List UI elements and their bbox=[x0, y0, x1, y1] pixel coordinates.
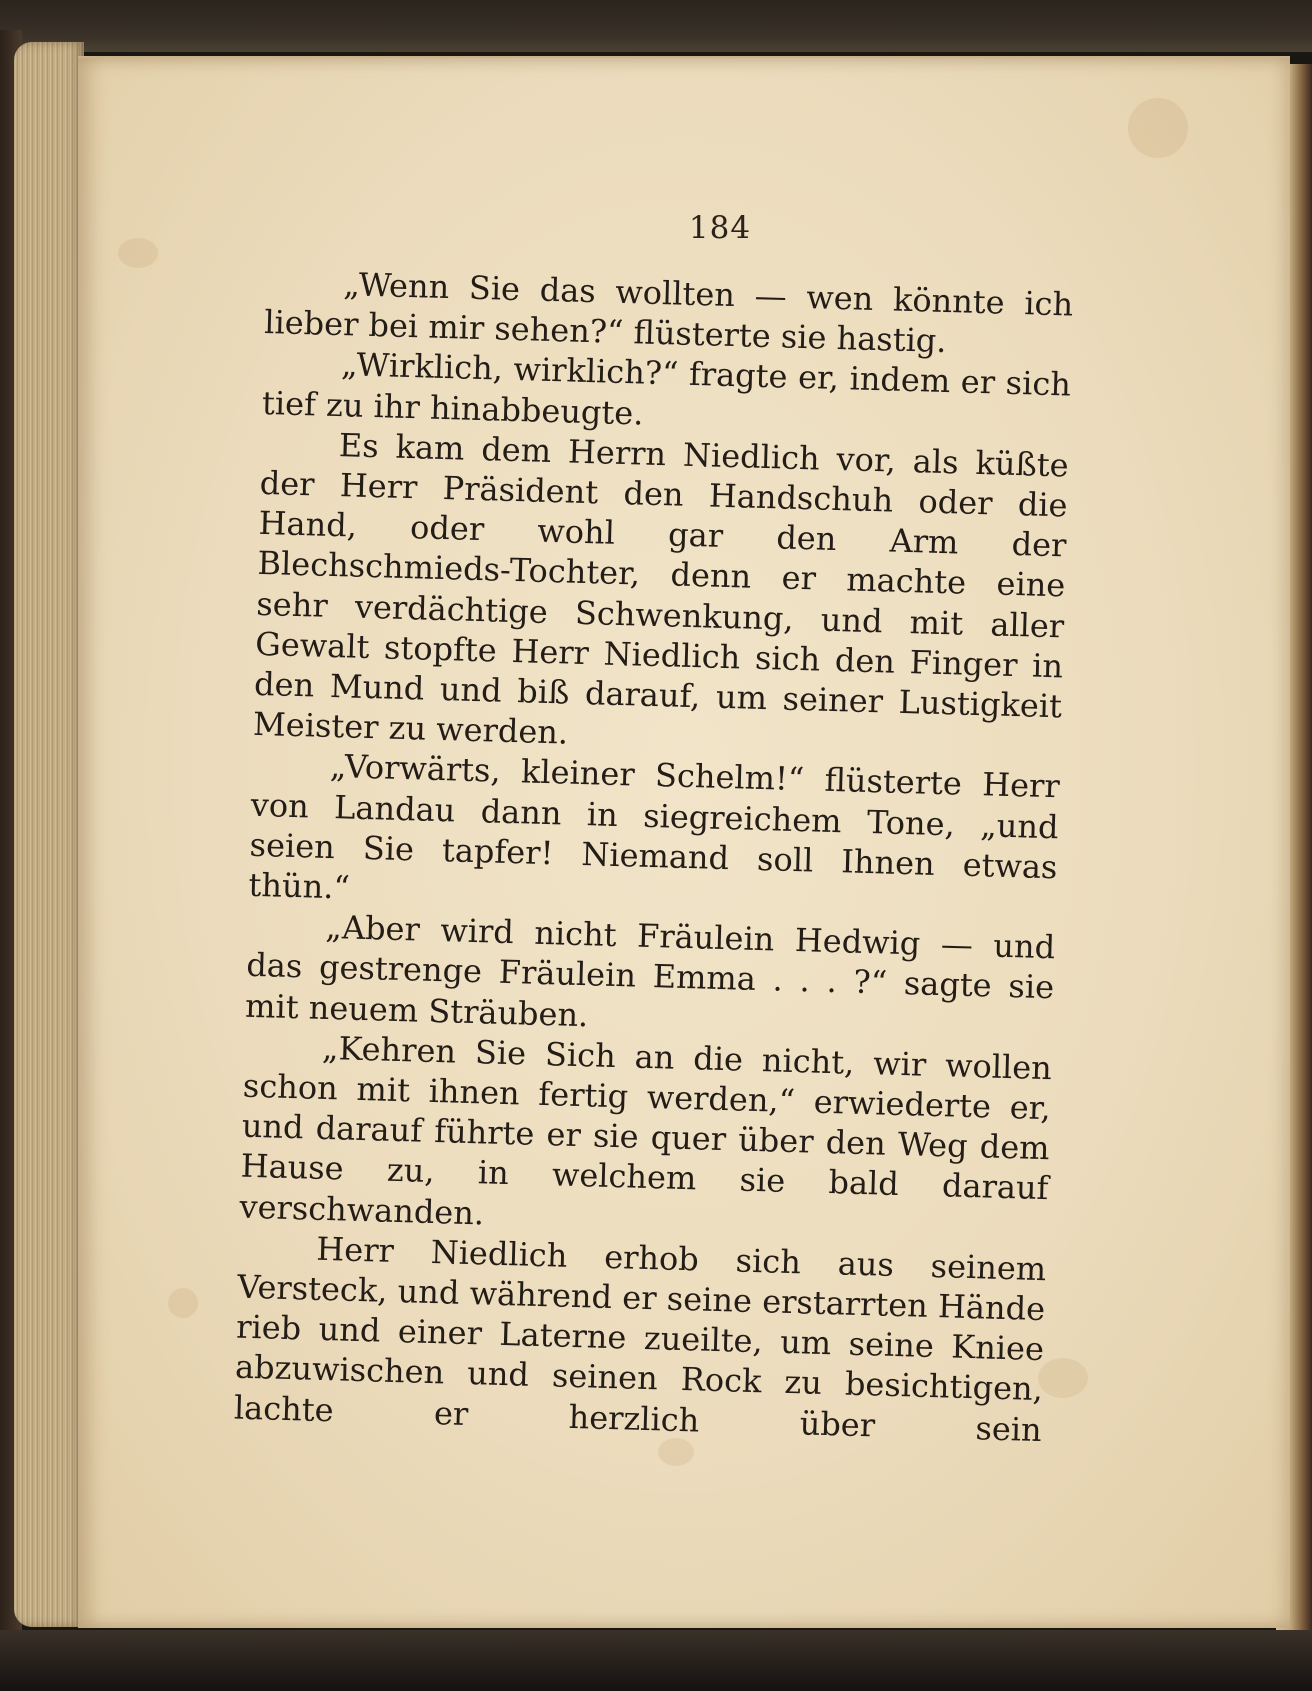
paragraph: Herr Niedlich erhob sich aus seinem Versteck, und während er seine erstarrten Hände rieb und einer Laterne zueilte, um seine Kniee abzuwischen und seinen Rock zu besichtigen, lachte er herzlich über sein bbox=[233, 1229, 1047, 1449]
paragraph: „Kehren Sie Sich an die nicht, wir wollen schon mit ihnen fertig werden,“ erwiederte er, und darauf führte er sie quer über den Weg dem Hause zu, in welchem sie bald darauf verschwanden. bbox=[239, 1028, 1053, 1233]
foxing-spot bbox=[1128, 98, 1188, 158]
page-stack-edges bbox=[14, 42, 84, 1627]
scan-background-bottom bbox=[0, 1630, 1312, 1691]
scan-background-top bbox=[0, 0, 1312, 52]
paragraph: „Aber wird nicht Fräulein Hedwig — und das gestrenge Fräulein Emma . . . ?“ sagte sie mit neuem Sträuben. bbox=[244, 908, 1056, 1034]
body-text bbox=[233, 262, 1073, 1450]
paragraph: „Vorwärts, kleiner Schelm!“ flüsterte Herr von Landau dann in siegreichem Tone, „und seien Sie tapfer! Niemand soll Ihnen etwas thün.“ bbox=[248, 747, 1061, 907]
paragraph: „Wirklich, wirklich?“ fragte er, indem er sich tief zu ihr hinabbeugte. bbox=[261, 345, 1072, 433]
paragraph: Es kam dem Herrn Niedlich vor, als küßte der Herr Präsident den Handschuh oder die Hand, oder wohl gar den Arm der Blechschmieds-Tochter, denn er machte eine sehr verdächtige Schwenkung, und mit aller Gewalt stopfte Herr Niedlich sich den Finger in den Mund und biß darauf, um seiner Lustigkeit Meister zu werden. bbox=[252, 425, 1070, 752]
page-number: 184 bbox=[688, 210, 752, 246]
foxing-spot bbox=[658, 1438, 694, 1466]
foxing-spot bbox=[168, 1288, 198, 1318]
paragraph: „Wenn Sie das wollten — wen könnte ich lieber bei mir sehen?“ flüsterte sie hastig. bbox=[263, 265, 1074, 361]
foxing-spot bbox=[1038, 1358, 1088, 1398]
